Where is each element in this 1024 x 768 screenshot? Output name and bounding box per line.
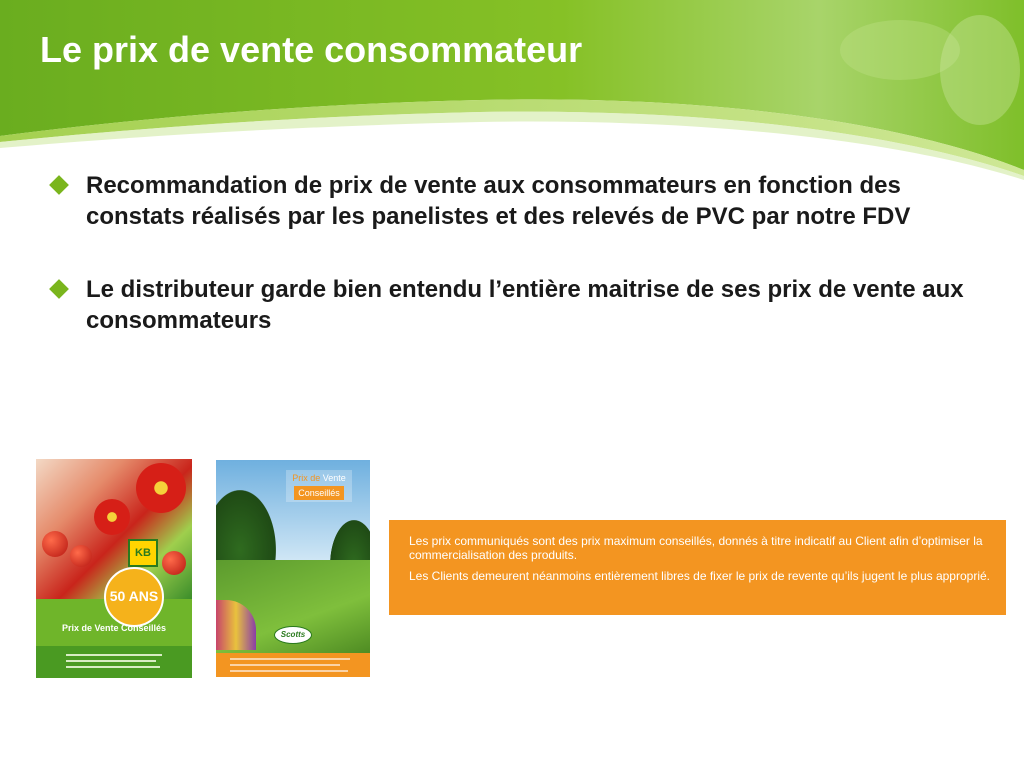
disclaimer-paragraph: Les Clients demeurent néanmoins entièrement libres de fixer le prix de revente qu’ils jugent le plus approprié. bbox=[409, 569, 990, 583]
disclaimer-box bbox=[389, 520, 1006, 615]
footer-text-line bbox=[230, 658, 350, 660]
bullet-list bbox=[50, 170, 970, 336]
brochure-title: Prix de Vente Conseillés bbox=[61, 623, 167, 633]
footer-text-line bbox=[230, 670, 348, 672]
label-prefix: Prix de bbox=[292, 473, 321, 483]
flower-image bbox=[94, 499, 130, 535]
page-title: Le prix de vente consommateur bbox=[40, 29, 583, 70]
bullet-item bbox=[50, 170, 970, 232]
bullet-text: Le distributeur garde bien entendu l’entière maitrise de ses prix de vente aux consommateurs bbox=[86, 276, 964, 334]
tomato-image bbox=[42, 531, 68, 557]
scotts-logo: Scotts bbox=[274, 626, 312, 644]
bullet-text: Recommandation de prix de vente aux consommateurs en fonction des constats réalisés par les panelistes et des relevés de PVC par notre FDV bbox=[86, 172, 911, 230]
anniversary-badge: 50 ANS bbox=[104, 567, 164, 627]
kb-logo: KB bbox=[128, 539, 158, 567]
flower-image bbox=[136, 463, 186, 513]
label-word: Vente bbox=[322, 473, 346, 483]
brochure-scotts-image bbox=[216, 460, 370, 677]
diamond-bullet-icon bbox=[49, 279, 69, 299]
footer-text-line bbox=[66, 666, 160, 668]
tomato-image bbox=[70, 545, 92, 567]
label-pill: Conseillés bbox=[294, 486, 344, 500]
slide-header bbox=[0, 0, 1024, 190]
footer-text-line bbox=[66, 660, 156, 662]
brochure-label bbox=[286, 470, 352, 502]
brochure-footer bbox=[36, 646, 192, 678]
footer-text-line bbox=[230, 664, 340, 666]
tomato-image bbox=[162, 551, 186, 575]
brochure-kb-image bbox=[36, 459, 192, 678]
disclaimer-paragraph: Les prix communiqués sont des prix maximum conseillés, donnés à titre indicatif au Client afin d’optimiser la commercialisation des produits. bbox=[409, 534, 983, 562]
footer-text-line bbox=[66, 654, 162, 656]
bullet-item bbox=[50, 274, 970, 336]
diamond-bullet-icon bbox=[49, 175, 69, 195]
brochure-footer bbox=[216, 653, 370, 677]
